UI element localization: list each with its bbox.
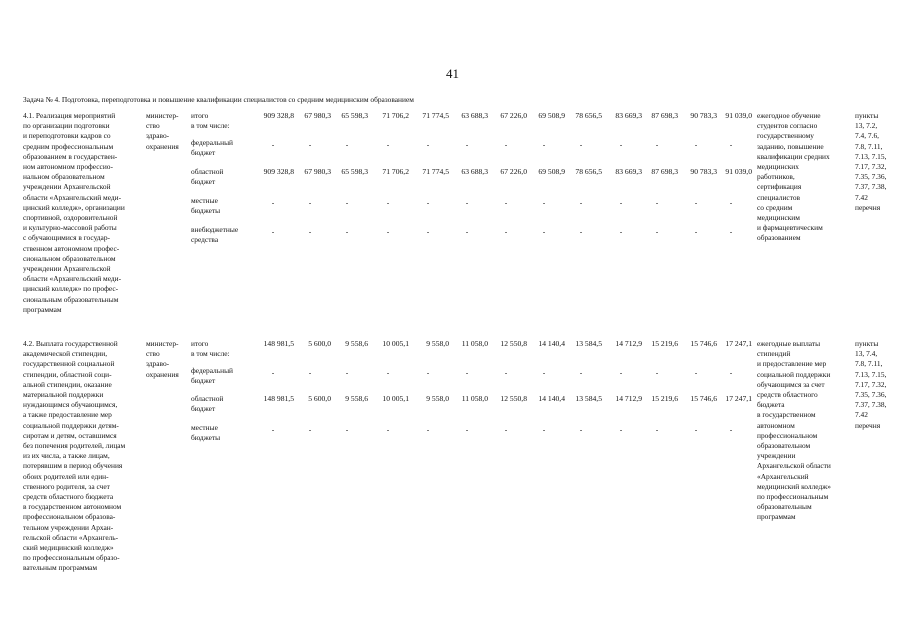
value-cell: 17 247,1 — [725, 394, 752, 403]
measure-4-1: 4.1. Реализация мероприятий по организации подготовки и переподготовки кадров со средним профессиональным образованием в государствен- ном автономном профессио- нальном образовательном учреждении Архангельской области «Архангельский меди- цинский колледж», организации спортивной, оздоровительной и культурно-массовой работы с обучающимися в государ- ственном автономном профес- сиональном образовательном учреждении Архангельской области «Архангельский меди- цинский колледж» по профес- сиональным образовательным программам — [23, 111, 125, 314]
value-cell: - — [542, 368, 546, 377]
value-cell: 90 783,3 — [690, 167, 717, 176]
value-cell: 71 706,2 — [382, 167, 409, 176]
value-cell: 14 140,4 — [538, 339, 565, 348]
value-cell: 10 005,1 — [382, 394, 409, 403]
value-cell: - — [504, 227, 508, 236]
value-cell: 90 783,3 — [690, 111, 717, 120]
value-cell: - — [655, 198, 659, 207]
value-cell: - — [729, 368, 733, 377]
value-cell: 71 774,5 — [422, 111, 449, 120]
value-cell: 5 600,0 — [308, 394, 331, 403]
value-cell: - — [619, 140, 623, 149]
value-cell: - — [465, 140, 469, 149]
value-cell: - — [386, 227, 390, 236]
value-cell: - — [345, 227, 349, 236]
value-cell: - — [542, 227, 546, 236]
value-cell: - — [729, 140, 733, 149]
value-cell: 14 712,9 — [615, 339, 642, 348]
value-cell: 78 656,5 — [575, 167, 602, 176]
value-cell: 15 219,6 — [651, 394, 678, 403]
value-cell: 67 980,3 — [304, 111, 331, 120]
value-cell: - — [271, 140, 275, 149]
points-4-1: пункты 13, 7.2, 7.4, 7.6, 7.8, 7.11, 7.13, 7.15, 7.17, 7.32, 7.35, 7.36, 7.37, 7.38, 7.42 перечня — [855, 111, 887, 212]
value-cell: 15 746,6 — [690, 339, 717, 348]
executor-4-1: министер- ство здраво- охранения — [146, 111, 179, 151]
value-cell: - — [308, 140, 312, 149]
value-cell: 17 247,1 — [725, 339, 752, 348]
value-cell: 148 981,5 — [263, 339, 294, 348]
value-cell: 13 584,5 — [575, 394, 602, 403]
value-cell: - — [619, 425, 623, 434]
value-cell: 909 328,8 — [263, 111, 294, 120]
value-cell: 148 981,5 — [263, 394, 294, 403]
measure-4-2: 4.2. Выплата государственной академической стипендии, государственной социальной стипендии, областной соци- альной стипендии, оказание материальной поддержки нуждающимся обучающимся, а также предоставление мер социальной поддержки детям- сиротам и детям, оставшимся без попечения родителей, лицам из их числа, а также лицам, потерявшим в период обучения обоих родителей или един- ственного родителя, за счет средств областного бюджета в государственном автономном профессиональном образова- тельном учреждении Архан- гельской области «Архангель- ский медицинский колледж» по профессиональным образо- вательным программам — [23, 339, 126, 573]
value-cell: 65 598,3 — [341, 167, 368, 176]
value-cell: - — [694, 227, 698, 236]
value-cell: - — [386, 425, 390, 434]
source-label: внебюджетные средства — [191, 225, 239, 245]
value-cell: - — [465, 425, 469, 434]
value-cell: - — [308, 198, 312, 207]
value-cell: - — [542, 425, 546, 434]
task-title: Задача № 4. Подготовка, переподготовка и повышение квалификации специалистов со средним медицинским образованием — [23, 95, 414, 104]
value-cell: - — [694, 198, 698, 207]
value-cell: - — [504, 140, 508, 149]
value-cell: - — [426, 198, 430, 207]
value-cell: - — [465, 198, 469, 207]
value-cell: - — [729, 198, 733, 207]
value-cell: 5 600,0 — [308, 339, 331, 348]
value-cell: 11 058,0 — [461, 394, 488, 403]
value-cell: - — [655, 425, 659, 434]
source-label: местные бюджеты — [191, 423, 221, 443]
value-cell: 9 558,6 — [345, 394, 368, 403]
value-cell: - — [386, 198, 390, 207]
value-cell: 15 746,6 — [690, 394, 717, 403]
result-4-2: ежегодные выплаты стипендий и предоставление мер социальной поддержки обучающимся за счет средств областного бюджета в государственном автономном профессиональном образовательном учреждении Архангельской области «Архангельский медицинский колледж» по профессиональным образовательным программам — [757, 339, 832, 522]
value-cell: - — [308, 368, 312, 377]
value-cell: - — [465, 227, 469, 236]
value-cell: 91 039,0 — [725, 111, 752, 120]
value-cell: - — [729, 425, 733, 434]
value-cell: - — [579, 425, 583, 434]
value-cell: 63 688,3 — [461, 167, 488, 176]
source-label: федеральный бюджет — [191, 138, 233, 158]
value-cell: - — [619, 198, 623, 207]
value-cell: 10 005,1 — [382, 339, 409, 348]
source-label: итого в том числе: — [191, 339, 230, 359]
value-cell: - — [542, 140, 546, 149]
value-cell: 87 698,3 — [651, 167, 678, 176]
value-cell: 83 669,3 — [615, 167, 642, 176]
value-cell: 83 669,3 — [615, 111, 642, 120]
value-cell: - — [386, 140, 390, 149]
value-cell: 69 508,9 — [538, 167, 565, 176]
value-cell: - — [504, 198, 508, 207]
value-cell: 67 980,3 — [304, 167, 331, 176]
value-cell: 11 058,0 — [461, 339, 488, 348]
value-cell: - — [465, 368, 469, 377]
value-cell: 69 508,9 — [538, 111, 565, 120]
value-cell: 909 328,8 — [263, 167, 294, 176]
value-cell: 14 712,9 — [615, 394, 642, 403]
value-cell: 65 598,3 — [341, 111, 368, 120]
value-cell: - — [655, 368, 659, 377]
value-cell: - — [271, 368, 275, 377]
value-cell: - — [579, 198, 583, 207]
value-cell: - — [308, 425, 312, 434]
value-cell: - — [542, 198, 546, 207]
page-number: 41 — [446, 66, 459, 81]
value-cell: - — [271, 227, 275, 236]
value-cell: 87 698,3 — [651, 111, 678, 120]
value-cell: - — [345, 425, 349, 434]
value-cell: - — [694, 368, 698, 377]
value-cell: - — [655, 140, 659, 149]
value-cell: 91 039,0 — [725, 167, 752, 176]
value-cell: - — [619, 368, 623, 377]
value-cell: - — [345, 198, 349, 207]
value-cell: - — [619, 227, 623, 236]
source-label: областной бюджет — [191, 394, 224, 414]
value-cell: 9 558,0 — [426, 339, 449, 348]
source-label: итого в том числе: — [191, 111, 230, 131]
value-cell: 14 140,4 — [538, 394, 565, 403]
value-cell: - — [271, 425, 275, 434]
value-cell: - — [694, 425, 698, 434]
value-cell: - — [271, 198, 275, 207]
value-cell: - — [426, 368, 430, 377]
value-cell: 12 550,8 — [500, 394, 527, 403]
value-cell: - — [579, 140, 583, 149]
value-cell: - — [504, 368, 508, 377]
value-cell: - — [504, 425, 508, 434]
value-cell: 67 226,0 — [500, 111, 527, 120]
value-cell: - — [579, 368, 583, 377]
value-cell: - — [345, 140, 349, 149]
executor-4-2: министер- ство здраво- охранения — [146, 339, 179, 379]
value-cell: 71 774,5 — [422, 167, 449, 176]
value-cell: - — [579, 227, 583, 236]
value-cell: - — [308, 227, 312, 236]
source-label: областной бюджет — [191, 167, 224, 187]
value-cell: - — [655, 227, 659, 236]
value-cell: 15 219,6 — [651, 339, 678, 348]
value-cell: - — [345, 368, 349, 377]
value-cell: - — [729, 227, 733, 236]
value-cell: 9 558,6 — [345, 339, 368, 348]
value-cell: 13 584,5 — [575, 339, 602, 348]
value-cell: - — [694, 140, 698, 149]
source-label: федеральный бюджет — [191, 366, 233, 386]
value-cell: 71 706,2 — [382, 111, 409, 120]
value-cell: - — [426, 425, 430, 434]
value-cell: 63 688,3 — [461, 111, 488, 120]
value-cell: 9 558,0 — [426, 394, 449, 403]
value-cell: 12 550,8 — [500, 339, 527, 348]
value-cell: - — [426, 140, 430, 149]
value-cell: 67 226,0 — [500, 167, 527, 176]
points-4-2: пункты 13, 7.4, 7.8, 7.11, 7.13, 7.15, 7.17, 7.32, 7.35, 7.36, 7.37, 7.38, 7.42 перечня — [855, 339, 887, 430]
source-label: местные бюджеты — [191, 196, 221, 216]
value-cell: 78 656,5 — [575, 111, 602, 120]
value-cell: - — [386, 368, 390, 377]
value-cell: - — [426, 227, 430, 236]
result-4-1: ежегодное обучение студентов согласно государственному заданию, повышение квалификации средних медицинских работников, сертификация специалистов со средним медицинским и фармацевтическим образованием — [757, 111, 830, 243]
